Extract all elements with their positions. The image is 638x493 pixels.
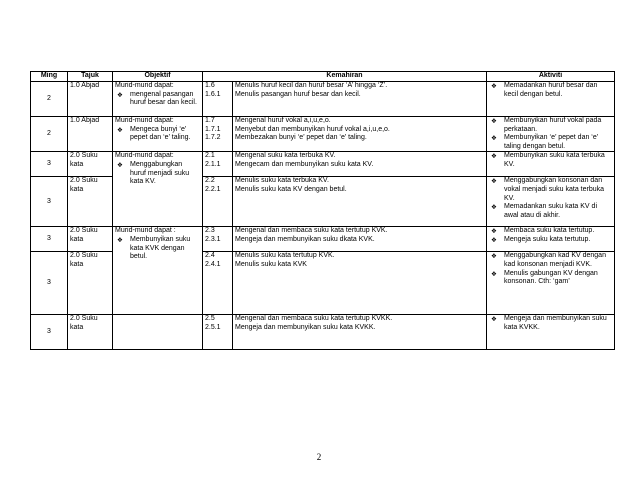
- list-item-text: Membunyikan suku kata KVK dengan betul.: [130, 235, 191, 261]
- aktiviti-list: [489, 117, 612, 151]
- aktiviti-list: [489, 82, 612, 99]
- list-item-text: Membunyikan suku kata terbuka KV.: [504, 152, 605, 168]
- tajuk-cell: 2.0 Suku kata: [68, 227, 113, 252]
- diamond-bullet-icon: ❖: [117, 125, 123, 134]
- header-aktiviti: Aktiviti: [487, 72, 615, 82]
- skill-code: 2.1: [205, 152, 215, 160]
- ming-cell: 3: [31, 315, 68, 350]
- objektif-list: [115, 91, 200, 108]
- objektif-intro: Murid-murid dapat:: [115, 82, 174, 89]
- diamond-bullet-icon: ❖: [117, 235, 123, 244]
- list-item: [489, 227, 612, 236]
- skill-text: Menulis suku kata KV dengan betul.: [235, 185, 347, 193]
- objektif-intro: Murid-murid dapat:: [115, 117, 174, 124]
- tajuk-cell: 2.0 Suku kata: [68, 152, 113, 177]
- skill-text: Mengenal dan membaca suku kata tertutup KVKK.: [235, 315, 393, 323]
- skill-code: 1.7: [205, 117, 215, 124]
- diamond-bullet-icon: ❖: [491, 315, 497, 324]
- aktiviti-list: [489, 315, 612, 332]
- skill-code: 2.3.1: [205, 235, 221, 243]
- list-item: [489, 82, 612, 99]
- ming-cell: 3: [31, 152, 68, 177]
- diamond-bullet-icon: ❖: [491, 152, 497, 161]
- kemahiran-cell: [233, 82, 487, 117]
- kod-cell: [203, 177, 233, 227]
- kemahiran-cell: [233, 117, 487, 152]
- aktiviti-list: [489, 177, 612, 220]
- ming-cell: 2: [31, 117, 68, 152]
- page-number: 2: [316, 452, 322, 462]
- objektif-cell: [113, 315, 203, 350]
- aktiviti-cell: [487, 315, 615, 350]
- skill-code: 2.4.1: [205, 260, 221, 268]
- list-item: [115, 236, 200, 262]
- aktiviti-list: [489, 252, 612, 286]
- header-kemahiran: Kemahiran: [203, 72, 487, 82]
- diamond-bullet-icon: ❖: [491, 177, 497, 186]
- skill-text: Membezakan bunyi ‘e’ pepet dan ‘e’ taling.: [235, 134, 367, 142]
- skill-text: Mengecam dan membunyikan suku kata KV.: [235, 160, 374, 168]
- table-row: [31, 117, 615, 152]
- kemahiran-cell: [233, 152, 487, 177]
- skill-text: Mengenal dan membaca suku kata tertutup KVK.: [235, 227, 388, 235]
- diamond-bullet-icon: ❖: [491, 269, 497, 278]
- header-tajuk: Tajuk: [68, 72, 113, 82]
- list-item: [489, 270, 612, 287]
- objektif-list: [115, 236, 200, 262]
- skill-code: 2.5: [205, 315, 215, 323]
- ming-cell: 3: [31, 252, 68, 315]
- list-item-text: Mengeja suku kata tertutup.: [504, 235, 591, 243]
- list-item: [489, 236, 612, 245]
- skill-code: 2.1.1: [205, 160, 221, 168]
- list-item: [489, 117, 612, 134]
- header-objektif: Objektif: [113, 72, 203, 82]
- list-item: [489, 152, 612, 169]
- diamond-bullet-icon: ❖: [491, 117, 497, 125]
- list-item-text: Membaca suku kata tertutup.: [504, 227, 595, 235]
- kod-cell: [203, 315, 233, 350]
- skill-text: Menulis pasangan huruf besar dan kecil.: [235, 90, 361, 98]
- list-item-text: Membunyikan ‘e’ pepet dan ‘e’ taling dengan betul.: [504, 134, 599, 150]
- table-row: [31, 82, 615, 117]
- table-header-row: [31, 72, 615, 82]
- table-row: [31, 152, 615, 177]
- list-item-text: Menggabungkan kad KV dengan kad konsonan menjadi KVK.: [504, 252, 606, 268]
- objektif-cell: [113, 82, 203, 117]
- ming-cell: 3: [31, 177, 68, 227]
- aktiviti-cell: [487, 252, 615, 315]
- list-item: [489, 252, 612, 269]
- aktiviti-cell: [487, 117, 615, 152]
- kod-cell: [203, 227, 233, 252]
- diamond-bullet-icon: ❖: [491, 227, 497, 236]
- skill-code: 2.4: [205, 252, 215, 260]
- diamond-bullet-icon: ❖: [491, 252, 497, 261]
- diamond-bullet-icon: ❖: [491, 82, 497, 90]
- tajuk-cell: 2.0 Suku kata: [68, 177, 113, 227]
- ming-cell: 3: [31, 227, 68, 252]
- diamond-bullet-icon: ❖: [117, 90, 123, 99]
- objektif-cell: [113, 117, 203, 152]
- list-item: [115, 161, 200, 187]
- aktiviti-cell: [487, 82, 615, 117]
- skill-text: Menulis suku kata tertutup KVK.: [235, 252, 335, 260]
- objektif-list: [115, 161, 200, 187]
- kod-cell: [203, 252, 233, 315]
- kod-cell: [203, 117, 233, 152]
- skill-text: Menulis suku kata KVK: [235, 260, 307, 268]
- list-item: [489, 203, 612, 220]
- tajuk-cell: 2.0 Suku kata: [68, 252, 113, 315]
- aktiviti-cell: [487, 177, 615, 227]
- table-body: [31, 82, 615, 350]
- skill-code: 1.7.1: [205, 125, 221, 133]
- kemahiran-cell: [233, 315, 487, 350]
- tajuk-cell: 2.0 Suku kata: [68, 315, 113, 350]
- skill-text: Mengeja dan membunyikan suku dkata KVK.: [235, 235, 375, 243]
- skill-text: Menulis suku kata terbuka KV.: [235, 177, 329, 185]
- kemahiran-cell: [233, 252, 487, 315]
- skill-text: Mengeja dan membunyikan suku kata KVKK.: [235, 323, 376, 331]
- list-item-text: Memadankan huruf besar dan kecil dengan betul.: [504, 82, 598, 98]
- objektif-cell: [113, 152, 203, 227]
- skill-code: 1.6.1: [205, 90, 221, 98]
- table-row: [31, 227, 615, 252]
- skill-code: 1.7.2: [205, 134, 221, 142]
- list-item-text: Menggabungkan konsonan dan vokal menjadi suku kata terbuka KV.: [504, 177, 604, 202]
- skill-code: 2.2.1: [205, 185, 221, 193]
- skill-text: Mengenal huruf vokal a,i,u,e,o.: [235, 117, 331, 124]
- objektif-list: [115, 126, 200, 143]
- aktiviti-list: [489, 227, 612, 244]
- list-item: [489, 177, 612, 203]
- aktiviti-cell: [487, 227, 615, 252]
- skill-code: 2.5.1: [205, 323, 221, 331]
- list-item-text: Mengeja dan membunyikan suku kata KVKK.: [504, 315, 607, 331]
- objektif-intro: Murid-murid dapat :: [115, 227, 176, 235]
- diamond-bullet-icon: ❖: [117, 160, 123, 169]
- list-item: [489, 315, 612, 332]
- header-ming: Ming: [31, 72, 68, 82]
- list-item-text: Mengeca bunyi ‘e’ pepet dan ‘e’ taling.: [130, 125, 191, 142]
- list-item-text: Membunyikan huruf vokal pada perkataan.: [504, 117, 602, 133]
- tajuk-cell: 1.0 Abjad: [68, 117, 113, 152]
- skill-text: Menyebut dan membunyikan huruf vokal a,i,u,e,o.: [235, 125, 390, 133]
- skill-code: 2.2: [205, 177, 215, 185]
- objektif-cell: [113, 227, 203, 315]
- list-item-text: Menulis gabungan KV dengan konsonan. Cth: ‘gam’: [504, 269, 598, 286]
- skill-code: 2.3: [205, 227, 215, 235]
- diamond-bullet-icon: ❖: [491, 235, 497, 244]
- skill-text: Menulis huruf kecil dan huruf besar ‘A’ hingga ‘Z’.: [235, 82, 388, 89]
- tajuk-cell: 1.0 Abjad: [68, 82, 113, 117]
- list-item-text: Menggabungkan huruf menjadi suku kata KV.: [130, 160, 190, 186]
- kod-cell: [203, 152, 233, 177]
- aktiviti-list: [489, 152, 612, 169]
- list-item-text: Memadankan suku kata KV di awal atau di akhir.: [504, 203, 597, 219]
- diamond-bullet-icon: ❖: [491, 134, 497, 143]
- lesson-plan-table: [30, 71, 615, 350]
- objektif-intro: Murid-murid dapat:: [115, 152, 174, 160]
- kemahiran-cell: [233, 227, 487, 252]
- aktiviti-cell: [487, 152, 615, 177]
- kod-cell: [203, 82, 233, 117]
- kemahiran-cell: [233, 177, 487, 227]
- skill-text: Mengenal suku kata terbuka KV.: [235, 152, 336, 160]
- list-item: [115, 91, 200, 108]
- table-row: [31, 315, 615, 350]
- ming-cell: 2: [31, 82, 68, 117]
- list-item: [115, 126, 200, 143]
- list-item-text: mengenal pasangan huruf besar dan kecil.: [130, 90, 197, 107]
- diamond-bullet-icon: ❖: [491, 203, 497, 212]
- skill-code: 1.6: [205, 82, 215, 89]
- list-item: [489, 134, 612, 151]
